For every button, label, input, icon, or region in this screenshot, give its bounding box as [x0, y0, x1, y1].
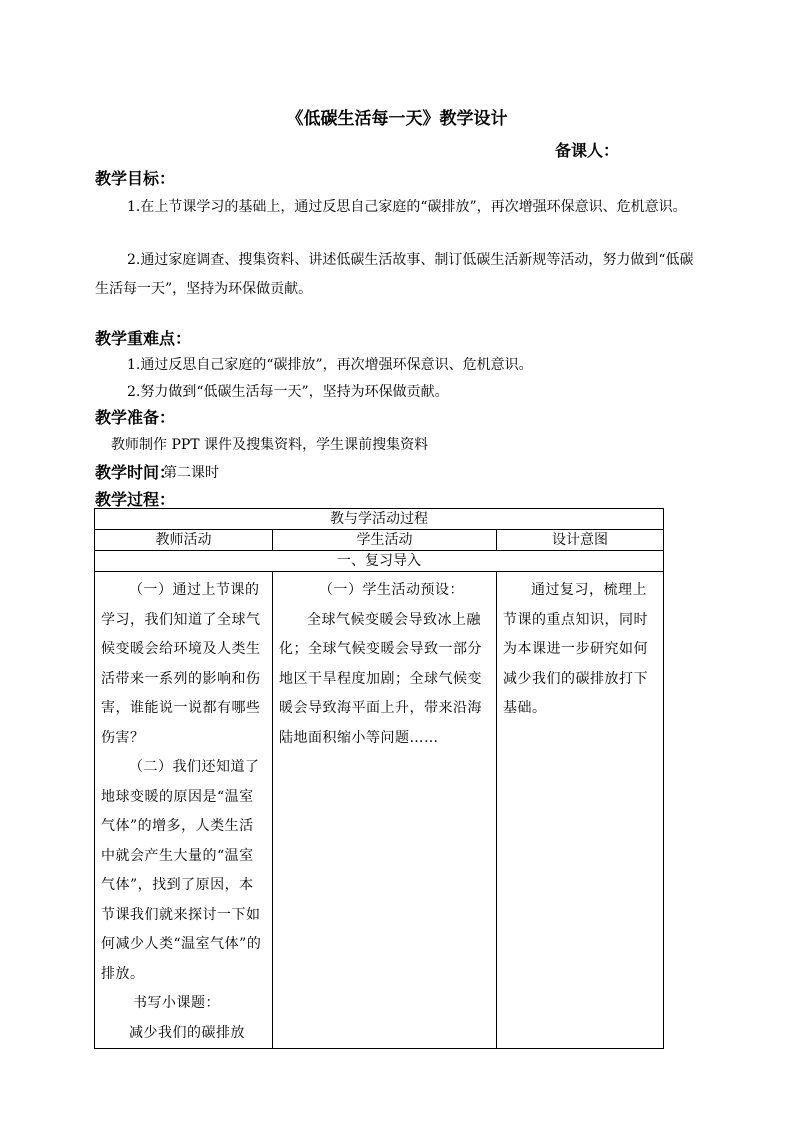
time-text: 第二课时 [163, 465, 219, 481]
key-points-heading: 教学重难点： [95, 329, 192, 348]
student-activity-cell [273, 572, 497, 1049]
table-title: 教与学活动过程 [95, 509, 664, 530]
preparation-heading: 教学准备： [95, 408, 176, 427]
preparer-label: 备课人： [555, 141, 620, 160]
process-table [94, 508, 664, 1049]
teacher-paragraph: 减少我们的碳排放 [129, 1024, 245, 1041]
objective-item-1: 1.在上节课学习的基础上，通过反思自己家庭的“碳排放”，再次增强环保意识、危机意识。 [127, 199, 687, 215]
student-paragraph: （一）学生活动预设： [319, 582, 464, 598]
objective-item-2: 2.通过家庭调查、搜集资料、讲述低碳生活故事、制订低碳生活新规等活动，努力做到“低碳生活每一天”，坚持为环保做贡献。 [95, 252, 694, 297]
key-point-item-2: 2.努力做到“低碳生活每一天”，坚持为环保做贡献。 [127, 384, 449, 400]
table-title-row [95, 509, 664, 530]
teacher-paragraph: 书写小课题： [133, 995, 220, 1011]
teacher-paragraph: （一）通过上节课的学习，我们知道了全球气候变暖会给环境及人类生活带来一系列的影响和伤害，谁能说一说都有哪些伤害？ [101, 582, 261, 746]
column-header-teacher: 教师活动 [95, 530, 273, 551]
key-point-item-1: 1.通过反思自己家庭的“碳排放”，再次增强环保意识、危机意识。 [127, 357, 533, 373]
document-title: 《低碳生活每一天》教学设计 [286, 109, 508, 129]
process-heading: 教学过程： [95, 490, 176, 509]
objectives-heading: 教学目标： [95, 169, 176, 188]
teacher-paragraph: （二）我们还知道了地球变暖的原因是“温室气体”的增多，人类生活中就会产生大量的“温室气体”，找到了原因，本节课我们就来探讨一下如何减少人类“温室气体”的排放。 [101, 759, 262, 982]
column-header-intent: 设计意图 [497, 530, 664, 551]
teacher-activity-cell [95, 572, 273, 1049]
student-paragraph: 全球气候变暖会导致冰上融化；全球气候变暖会导致一部分地区干旱程度加剧；全球气候变暖会导致海平面上升，带来沿海陆地面积缩小等问题…… [279, 611, 482, 746]
time-heading: 教学时间： [95, 463, 176, 482]
preparation-text: 教师制作 PPT 课件及搜集资料，学生课前搜集资料 [111, 437, 429, 453]
table-row [95, 572, 664, 1049]
section-title: 一、复习导入 [95, 551, 664, 572]
design-intent-cell [497, 572, 664, 1049]
intent-paragraph: 通过复习，梳理上节课的重点知识，同时为本课进一步研究如何减少我们的碳排放打下基础。 [503, 582, 648, 716]
table-header-row [95, 530, 664, 551]
section-row [95, 551, 664, 572]
column-header-student: 学生活动 [273, 530, 497, 551]
